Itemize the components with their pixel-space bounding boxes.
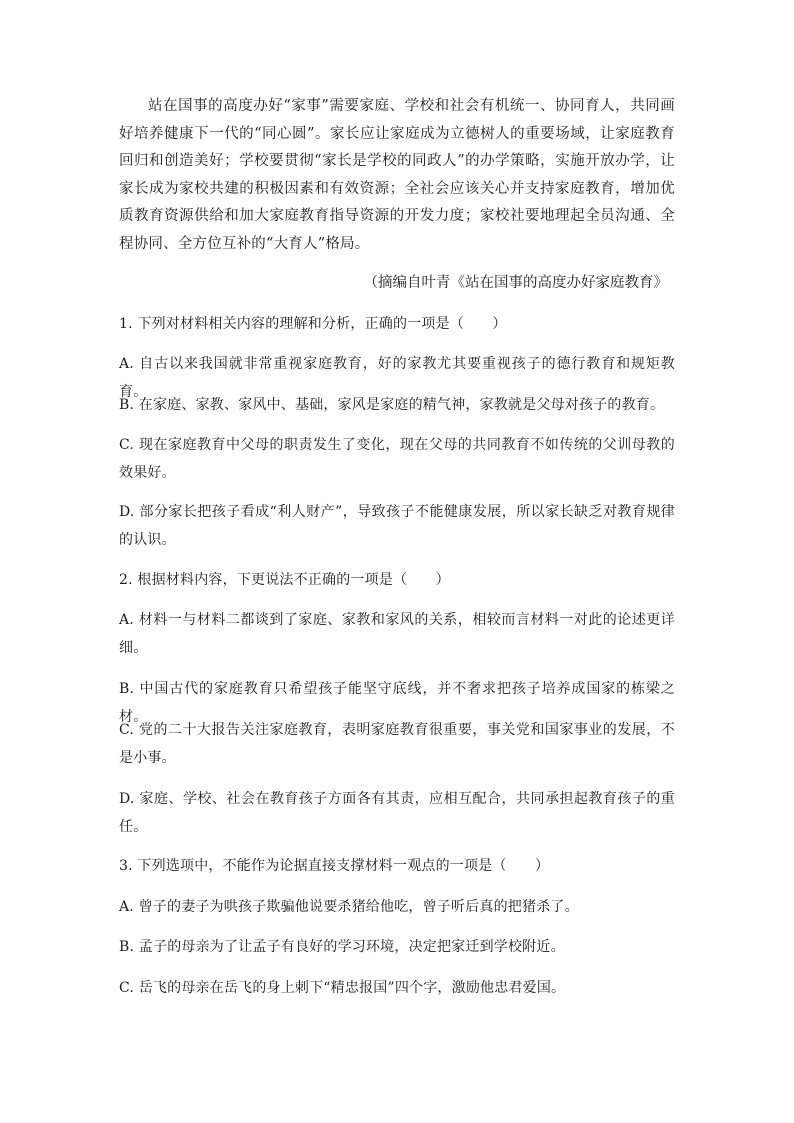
question-3-option-c: C. 岳飞的母亲在岳飞的身上刺下“精忠报国”四个字，激励他忠君爱国。 <box>119 980 566 996</box>
question-1-option-c: C. 现在家庭教育中父母的职责发生了变化，现在父母的共同教育不如传统的父训母教的效果好。 <box>119 437 675 481</box>
question-1-option-a: A. 自古以来我国就非常重视家庭教育，好的家教尤其要重视孩子的德行教育和规矩教育。 <box>119 356 675 400</box>
question-1-option-b: B. 在家庭、家教、家风中、基础，家风是家庭的精气神，家教就是父母对孩子的教育。 <box>119 397 665 413</box>
question-2-option-b: B. 中国古代的家庭教育只希望孩子能坚守底线，并不奢求把孩子培养成国家的栋梁之材。 <box>119 681 675 725</box>
source-citation: （摘编自叶青《站在国事的高度办好家庭教育》 <box>363 275 668 291</box>
question-3-stem: 3. 下列选项中，不能作为论据直接支撑材料一观点的一项是（ ） <box>119 858 550 874</box>
question-3-option-b: B. 孟子的母亲为了让孟子有良好的学习环境，决定把家迁到学校附近。 <box>119 939 565 955</box>
question-2-option-d: D. 家庭、学校、社会在教育孩子方面各有其责，应相互配合，共同承担起教育孩子的重任。 <box>119 791 675 835</box>
question-2-stem: 2. 根据材料内容，下更说法不正确的一项是（ ） <box>119 572 450 588</box>
question-2-option-a: A. 材料一与材料二都谈到了家庭、家教和家风的关系，相较而言材料一对此的论述更详细。 <box>119 612 675 656</box>
question-1-stem: 1. 下列对材料相关内容的理解和分析，正确的一项是（ ） <box>119 316 507 332</box>
question-1-option-d: D. 部分家长把孩子看成“利人财产”，导致孩子不能健康发展，所以家长缺乏对教育规律的认识。 <box>119 504 675 548</box>
question-2-option-c: C. 党的二十大报告关注家庭教育，表明家庭教育很重要，事关党和国家事业的发展，不是小事。 <box>119 722 675 766</box>
passage-paragraph: 站在国事的高度办好“家事”需要家庭、学校和社会有机统一、协同育人，共同画好培养健康下一代的“同心圆”。家长应让家庭成为立德树人的重要场域，让家庭教育回归和创造美好；学校要贯彻“家长是学校的同政人”的办学策略，实施开放办学，让家长成为家校共建的积极因素和有效资源；全社会应该关心并支持家庭教育，增加优质教育资源供给和加大家庭教育指导资源的开发力度；家校社要地理起全员沟通、全程协同、全方位互补的“大育人”格局。 <box>119 98 675 252</box>
question-3-option-a: A. 曾子的妻子为哄孩子欺骗他说要杀猪给他吃，曾子听后真的把猪杀了。 <box>119 899 579 915</box>
